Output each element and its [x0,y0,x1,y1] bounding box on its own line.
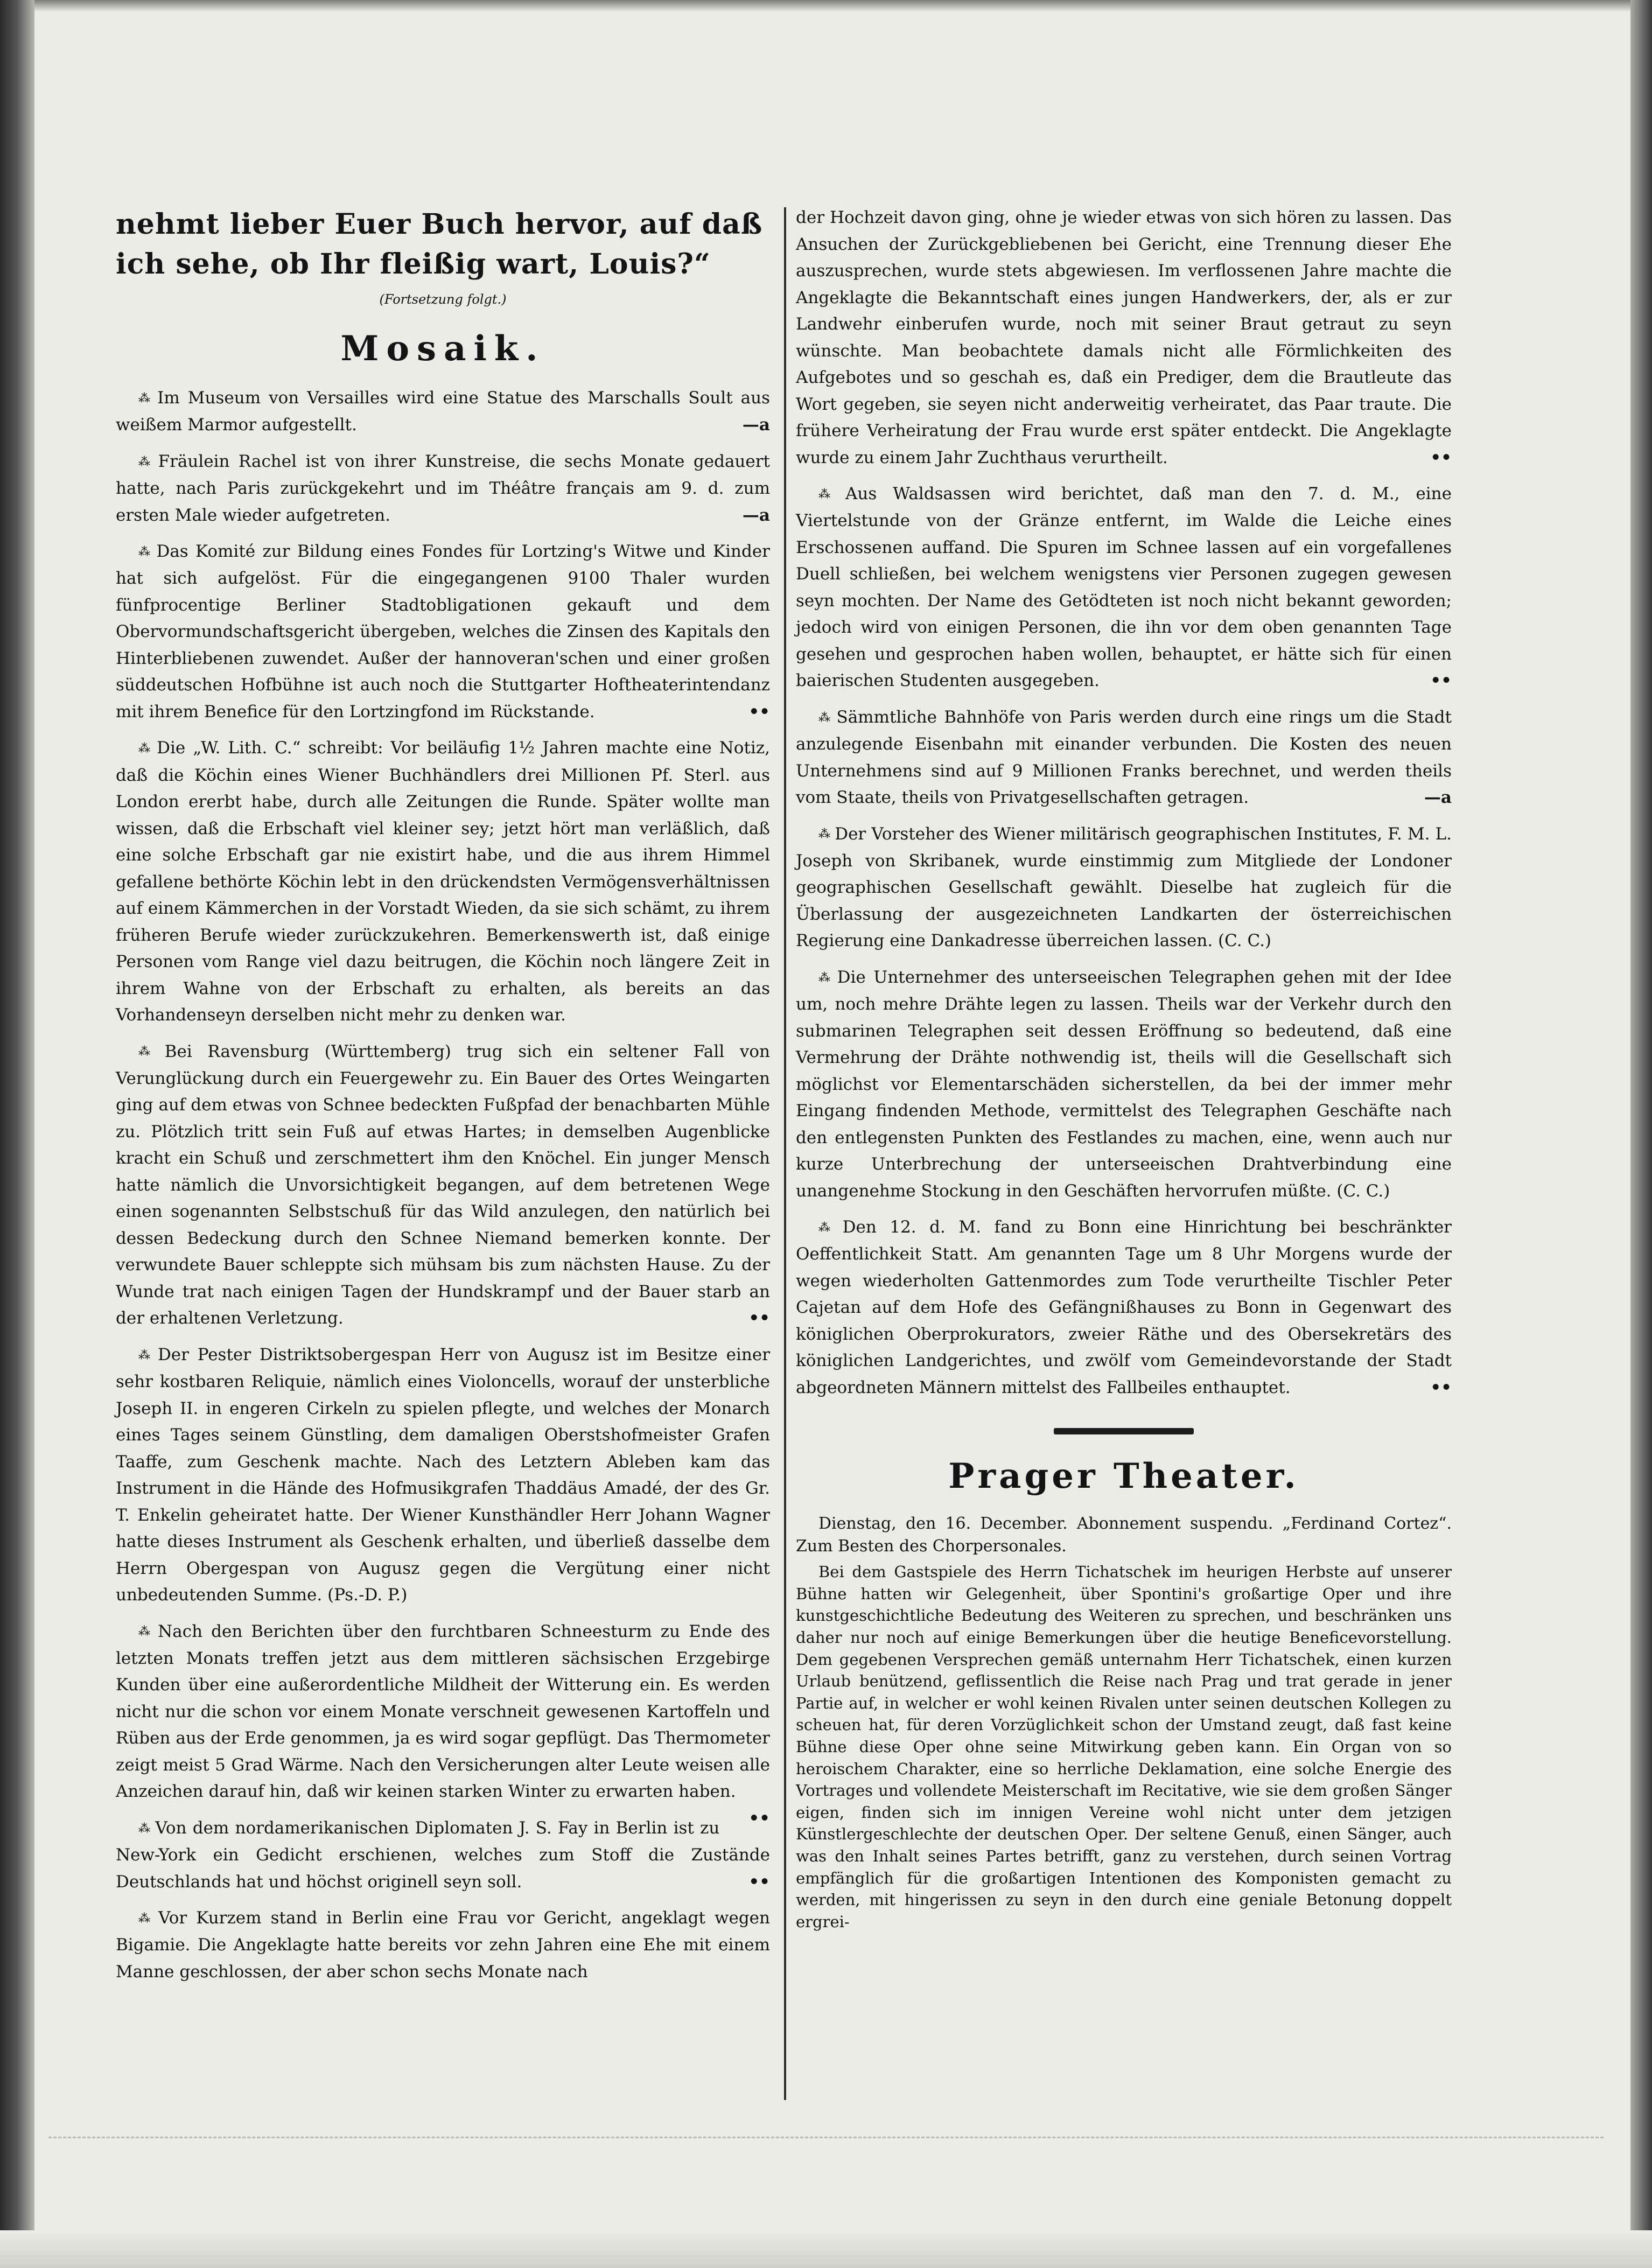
article-item: ⁂ Der Vorsteher des Wiener militärisch geographischen Institutes, F. M. L. Joseph von Skribanek, wurde einstimmig zum Mitgliede der Londoner geographischen Gesellschaft gewählt. Dieselbe hat zugleich für die Überlassung der ausgezeichneten Landkarten der österreichischen Regierung eine Dankadresse überreichen lassen. (C. C.) [796,824,1452,951]
asterism-icon: ⁂ [818,1221,838,1235]
opening-text: nehmt lieber Euer Buch hervor, auf daß ich sehe, ob Ihr fleißig wart, Louis?“ [116,208,763,281]
item-signature: —a [742,505,770,525]
article-item: ⁂ Im Museum von Versailles wird eine Statue des Marschalls Soult aus weißem Marmor aufgestellt. —a [116,385,770,439]
asterism-icon: ⁂ [818,487,842,501]
article-item: ⁂ Die „W. Lith. C.“ schreibt: Vor beiläufig 1½ Jahren machte eine Notiz, daß die Köchin eines Wiener Buchhändlers drei Millionen Pf. Sterl. aus London ererbt habe, durch alle Zeitungen die Runde. Später wollte man wissen, daß die Erbschaft viel kleiner sey; jetzt hört man verläßlich, daß eine solche Erbschaft gar nie existirt habe, und die aus ihrem Himmel gefallene bethörte Köchin lebt in den drückendsten Vermögensverhältnissen auf einem Kämmerchen in der Vorstadt Wieden, da sie sich schämt, zu ihrem früheren Berufe wieder zurückzukehren. Bemerkenswerth ist, daß einige Personen vom Range viel dazu beitrugen, die Köchin noch längere Zeit in ihrem Wahne von der Erbschaft zu erhalten, als bereits an das Vorhandenseyn derselben nicht mehr zu denken war. [116,738,770,1025]
article-item: ⁂ Von dem nordamerikanischen Diplomaten J. S. Fay in Berlin ist zu New-York ein Gedicht erschienen, welches zum Stoff die Zustände Deutschlands hat und höchst originell seyn soll. •• [116,1815,770,1895]
article-item: ⁂ Vor Kurzem stand in Berlin eine Frau vor Gericht, angeklagt wegen Bigamie. Die Angeklagte hatte bereits vor zehn Jahren eine Ehe mit einem Manne geschlossen, der aber schon sechs Monate nach [116,1908,770,1982]
article-item: ⁂ Die Unternehmer des unterseeischen Telegraphen gehen mit der Idee um, noch mehre Drähte legen zu lassen. Theils war der Verkehr durch den submarinen Telegraphen seit dessen Eröffnung so bedeutend, daß eine Vermehrung der Drähte nothwendig ist, theils will die Gesellschaft sich möglichst vor Elementarschäden sicherstellen, da bei der immer mehr Eingang findenden Methode, vermittelst des Telegraphen Geschäfte nach den entlegensten Punkten des Festlandes zu machen, eine, wenn auch nur kurze Unterbrechung der unterseeischen Drahtverbindung eine unangenehme Stockung in den Geschäften hervorrufen müßte. (C. C.) [796,967,1452,1201]
item-signature: •• [748,702,770,722]
column-divider [784,207,786,2100]
item-signature: •• [748,1308,770,1328]
asterism-icon: ⁂ [138,391,153,405]
article-item: ⁂ Sämmtliche Bahnhöfe von Paris werden durch eine rings um die Stadt anzulegende Eisenbahn mit einander verbunden. Die Kosten des neuen Unternehmens sind auf 9 Millionen Franks berechnet, und werden theils vom Staate, theils von Privatgesellschaften getragen. —a [796,704,1452,811]
asterism-icon: ⁂ [138,1348,153,1362]
article-item: ⁂ Bei Ravensburg (Württemberg) trug sich ein seltener Fall von Verunglückung durch ein Feuergewehr zu. Ein Bauer des Ortes Weingarten ging auf dem etwas von Schnee bedeckten Fußpfad der benachbarten Mühle zu. Plötzlich tritt sein Fuß auf etwas Hartes; in demselben Augenblicke kracht ein Schuß und zerschmettert ihm den Knöchel. Ein junger Mensch hatte nämlich die Unvorsichtigkeit begangen, auf dem betretenen Wege einen sogenannten Selbstschuß für das Wild anzulegen, den natürlich bei dessen Bedeckung durch den Schnee Niemand bemerken konnte. Der verwundete Bauer schleppte sich mühsam bis zum nächsten Hause. Zu der Wunde trat nach einigen Tagen der Hundskrampf und der Bauer starb an der erhaltenen Verletzung. •• [116,1039,770,1332]
asterism-icon: ⁂ [138,1625,154,1639]
section-title-theater: Prager Theater. [948,1456,1299,1497]
bottom-rule [48,2137,1604,2138]
asterism-icon: ⁂ [818,828,831,842]
page-edge-top [0,0,1652,12]
item-signature: —a [1424,788,1452,807]
asterism-icon: ⁂ [138,545,152,559]
article-continuation: der Hochzeit davon ging, ohne je wieder etwas von sich hören zu lassen. Das Ansuchen der Zurückgebliebenen bei Gericht, eine Trennung dieser Ehe auszusprechen, wurde stets abgewiesen. Im verflossenen Jahre machte die Angeklagte die Bekanntschaft eines jungen Handwerkers, der, als er zur Landwehr einberufen wurde, noch mit seiner Braut getraut zu seyn wünschte. Man beobachtete damals nicht alle Förmlichkeiten des Aufgebotes und so geschah es, daß ein Prediger, dem die Brautleute das Wort gegeben, sie seyen nicht anderweitig verheiratet, das Paar traute. Die frühere Verheiratung der Frau wurde erst später entdeckt. Die Angeklagte wurde zu einem Jahr Zuchthaus verurtheilt. •• [796,205,1452,471]
article-item: ⁂ Aus Waldsassen wird berichtet, daß man den 7. d. M., eine Viertelstunde von der Gränze entfernt, im Walde die Leiche eines Erschossenen auffand. Die Spuren im Schnee lassen auf ein vorgefallenes Duell schließen, bei welchem wenigstens vier Personen zugegen gewesen seyn mochten. Der Name des Getödteten ist noch nicht bekannt geworden; jedoch wird von einigen Personen, die ihn vor dem oben genannten Tage gesehen und gesprochen haben wollen, behauptet, er hätte sich für einen baierischen Studenten ausgegeben. •• [796,481,1452,695]
right-column [796,205,1452,1933]
theater-intro: Dienstag, den 16. December. Abonnement suspendu. „Ferdinand Cortez“. Zum Besten des Chorpersonales. [796,1514,1452,1556]
article-item: ⁂ Der Pester Distriktsobergespan Herr von Augusz ist im Besitze einer sehr kostbaren Reliquie, nämlich eines Violoncells, worauf der unsterbliche Joseph II. in engeren Cirkeln zu spielen pflegte, und welches der Monarch eines Tages seinem Günstling, dem damaligen Oberstshofmeister Grafen Taaffe, zum Geschenk machte. Nach des Letztern Ableben kam das Instrument in die Hände des Hofmusikgrafen Thaddäus Amadé, der des Gr. T. Enkelin geheiratet hatte. Der Wiener Kunsthändler Herr Johann Wagner hatte dieses Instrument als Geschenk erhalten, und überließ dasselbe dem Herrn Obergespan von Augusz gegen die Vergütung einer nicht unbedeutenden Summe. (Ps.-D. P.) [116,1345,771,1605]
article-item: ⁂ Das Komité zur Bildung eines Fondes für Lortzing's Witwe und Kinder hat sich aufgelöst. Für die eingegangenen 9100 Thaler wurden fünfprocentige Berliner Stadtobligationen gekauft und dem Obervormundschaftsgericht übergeben, welches die Zinsen des Kapitals den Hinterbliebenen zuwendet. Außer der hannoveran'schen und einer großen süddeutschen Hofbühne ist auch noch die Stuttgarter Hoftheaterintendanz mit ihrem Benefice für den Lortzingfond im Rückstande. •• [116,538,770,725]
page-edge-left [0,0,34,2268]
article-item: ⁂ Den 12. d. M. fand zu Bonn eine Hinrichtung bei beschränkter Oeffentlichkeit Statt. Am genannten Tage um 8 Uhr Morgens wurde der wegen wiederholten Gattenmordes zum Tode verurtheilte Tischler Peter Cajetan auf dem Hofe des Gefängnißhauses zu Bonn in Gegenwart des königlichen Oberprokurators, zweier Räthe und des Obersekretärs des königlichen Landgerichtes, und zwölf vom Gemeindevorstande der Stadt abgeordneten Männern mittelst des Fallbeiles enthauptet. •• [796,1214,1452,1401]
continued-note: (Fortsetzung folgt.) [379,292,507,307]
asterism-icon: ⁂ [138,742,153,755]
asterism-icon: ⁂ [138,1912,155,1926]
item-signature: •• [1430,671,1452,691]
item-signature: •• [1430,447,1452,467]
asterism-icon: ⁂ [138,455,154,469]
item-signature: •• [1430,1377,1452,1397]
asterism-icon: ⁂ [818,971,833,985]
asterism-icon: ⁂ [818,711,832,725]
item-signature: •• [748,1808,770,1828]
asterism-icon: ⁂ [138,1045,160,1059]
theater-review: Bei dem Gastspiele des Herrn Tichatschek im heurigen Herbste auf unserer Bühne hatten wir Gelegenheit, über Spontini's großartige Oper und ihre kunstgeschichtliche Bedeutung des Weiteren zu sprechen, und beschränken uns daher nur noch auf einige Bemerkungen über die heutige Beneficevorstellung. Dem gegebenen Versprechen gemäß unternahm Herr Tichatschek, einen kurzen Urlaub benützend, geflissentlich die Reise nach Prag und trat gerade in jener Partie auf, in welcher er wohl keinen Rivalen unter seinen deutschen Kollegen zu scheuen hat, für deren Vorzüglichkeit schon der Umstand zeugt, daß fast keine Bühne diese Oper ohne seine Mitwirkung geben kann. Ein Organ von so heroischem Charakter, eine so herrliche Deklamation, eine solche Energie des Vortrages und vollendete Meisterschaft im Recitative, wie sie dem großen Sänger eigen, finden sich im innigen Vereine wohl nicht unter dem jetzigen Künstlergeschlechte der deutschen Oper. Der seltene Genuß, einen Sänger, auch was den Inhalt seines Partes betrifft, ganz zu verstehen, durch seinen Vortrag empfänglich für die großartigen Intentionen des Komponisten gemacht zu werden, mit hingerissen zu seyn in den durch eine geniale Betonung doppelt ergrei- [796,1563,1452,1931]
left-column [116,205,770,1995]
article-item: ⁂ Nach den Berichten über den furchtbaren Schneesturm zu Ende des letzten Monats treffen jetzt aus dem mittleren sächsischen Erzgebirge Kunden über eine außerordentliche Mildheit der Witterung ein. Es werden nicht nur die schon vor einem Monate verschneit gewesenen Kartoffeln und Rüben aus der Erde genommen, ja es wird sogar gepflügt. Das Thermometer zeigt meist 5 Grad Wärme. Nach den Versicherungen alter Leute weisen alle Anzeichen darauf hin, daß wir keinen starken Winter zu erwarten haben. •• [116,1619,770,1805]
page-edge-bottom [0,2230,1652,2268]
section-title-mosaik: Mosaik. [340,328,545,369]
item-signature: •• [748,1872,770,1892]
section-divider-bar [1054,1428,1194,1434]
page-edge-right [1630,0,1652,2268]
asterism-icon: ⁂ [138,1822,151,1836]
item-signature: —a [742,415,770,435]
article-item: ⁂ Fräulein Rachel ist von ihrer Kunstreise, die sechs Monate gedauert hatte, nach Paris zurückgekehrt und im Théâtre français am 9. d. zum ersten Male wieder aufgetreten. —a [116,449,770,529]
